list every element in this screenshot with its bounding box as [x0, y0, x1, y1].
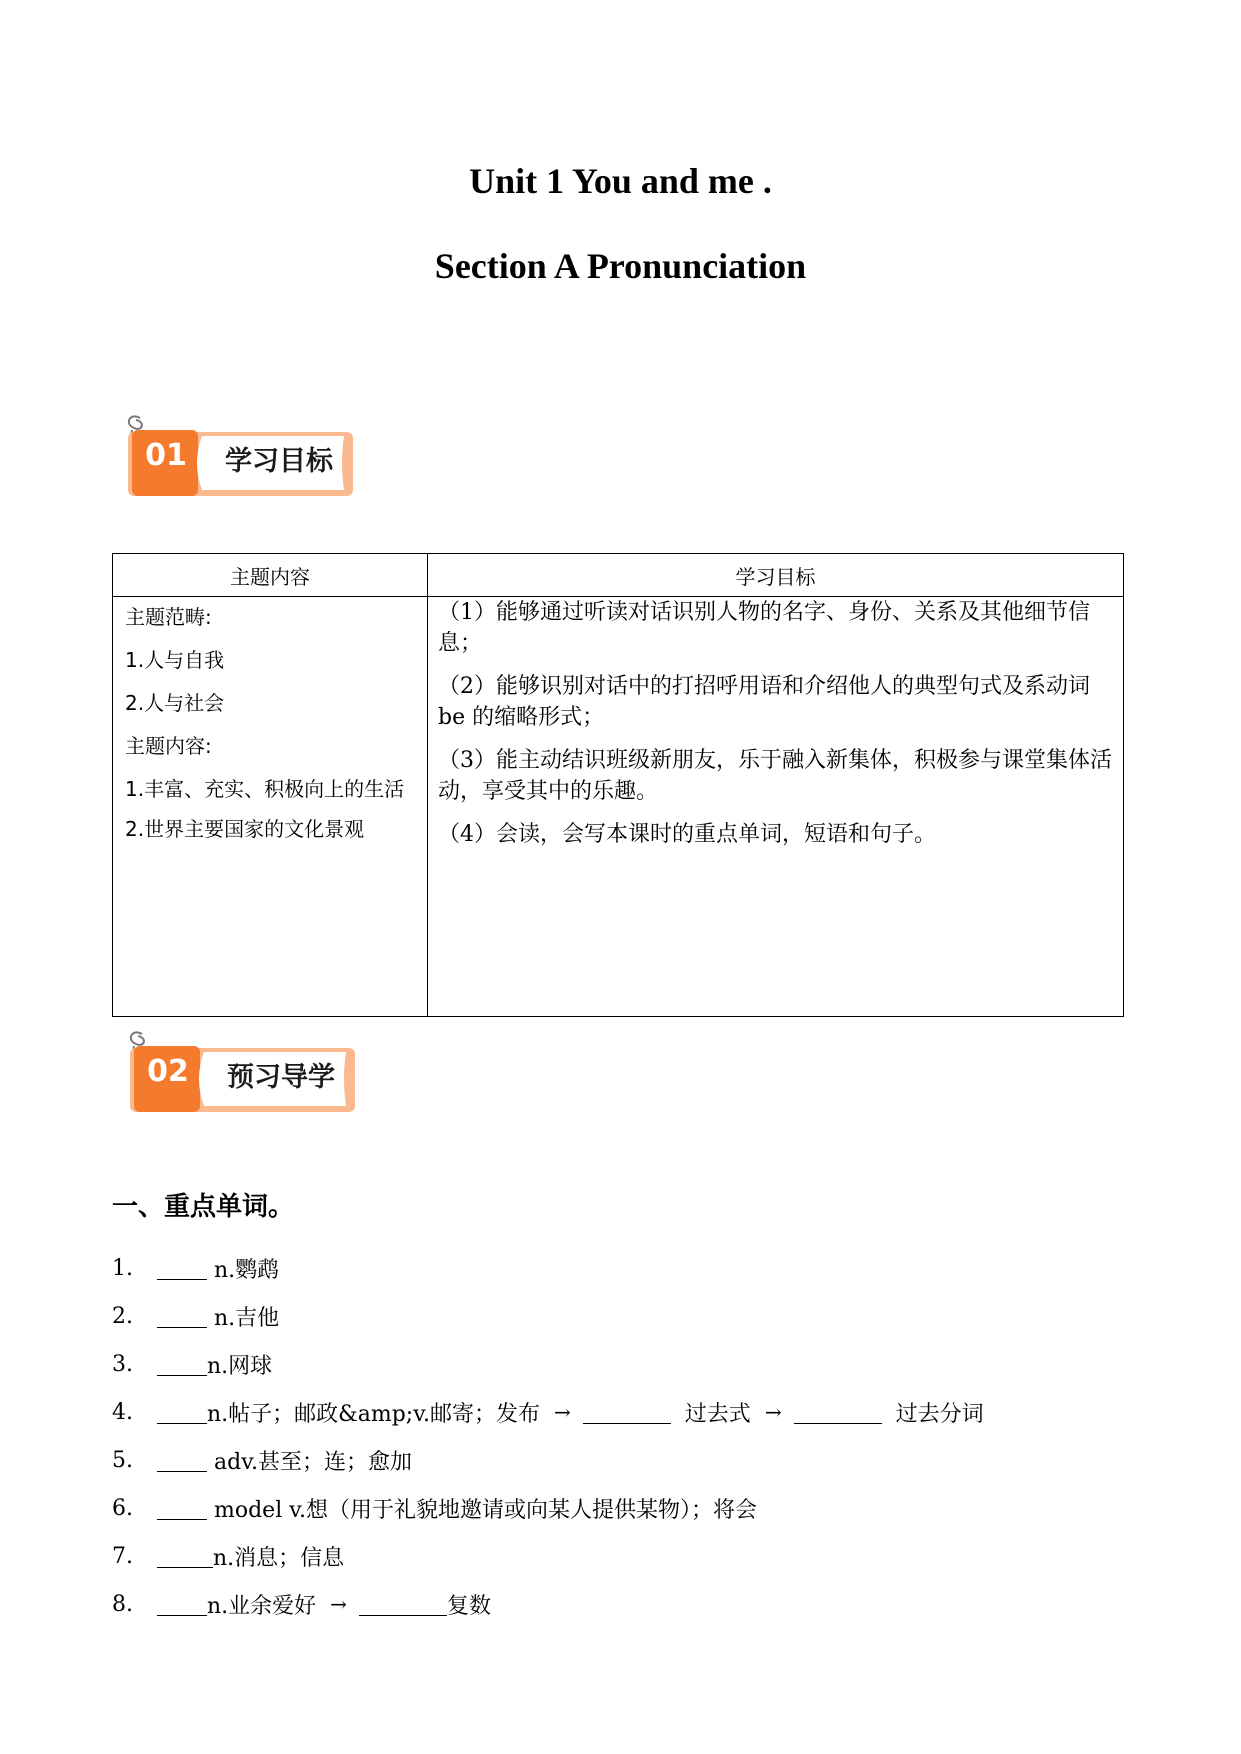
- vocab-list: [112, 1244, 1124, 1628]
- item-number: 7.: [112, 1543, 133, 1569]
- goal-item: （3）能主动结识班级新朋友，乐于融入新集体，积极参与课堂集体活动，享受其中的乐趣。: [438, 748, 1112, 804]
- badge-label: 预习导学: [227, 1062, 335, 1093]
- theme-line: 主题内容:: [125, 734, 212, 758]
- item-number: 1.: [112, 1255, 133, 1281]
- answer-blank[interactable]: [359, 1593, 447, 1616]
- item-definition: adv.甚至；连；愈加: [207, 1449, 413, 1475]
- answer-blank[interactable]: [157, 1497, 207, 1520]
- answer-blank[interactable]: [157, 1305, 207, 1328]
- goal-item: （2）能够识别对话中的打招呼用语和介绍他人的典型句式及系动词 be 的缩略形式；: [438, 674, 1090, 730]
- item-definition: model v.想（用于礼貌地邀请或向某人提供某物）；将会: [207, 1497, 758, 1523]
- item-number: 3.: [112, 1351, 133, 1377]
- arrow-right-icon: →: [330, 1592, 347, 1616]
- section-badge-01: [122, 410, 372, 500]
- answer-blank[interactable]: [583, 1401, 671, 1424]
- item-definition: n.网球: [207, 1353, 273, 1379]
- badge-number: 02: [147, 1054, 189, 1089]
- goals-cell: [428, 597, 1124, 1017]
- theme-line: 1.人与自我: [125, 648, 225, 672]
- item-number: 5.: [112, 1447, 133, 1473]
- section-title: Section A Pronunciation: [434, 246, 807, 286]
- item-definition: n.帖子；邮政&amp;v.邮寄；发布: [207, 1401, 541, 1427]
- badge-label: 学习目标: [225, 446, 333, 477]
- list-item: [112, 1292, 1124, 1340]
- vocab-heading: 一、重点单词。: [112, 1192, 295, 1222]
- list-item: [112, 1388, 1124, 1436]
- item-number: 4.: [112, 1399, 133, 1425]
- answer-blank[interactable]: [157, 1257, 207, 1280]
- list-item: [112, 1244, 1124, 1292]
- answer-blank[interactable]: [157, 1401, 207, 1424]
- list-item: [112, 1436, 1124, 1484]
- answer-blank[interactable]: [157, 1545, 213, 1568]
- answer-blank[interactable]: [794, 1401, 882, 1424]
- answer-blank[interactable]: [157, 1449, 207, 1472]
- goal-item: （4）会读，会写本课时的重点单词，短语和句子。: [438, 822, 936, 847]
- item-form-label: 过去式: [684, 1401, 751, 1427]
- page-title: Unit 1 You and me .: [469, 161, 772, 201]
- theme-cell: [113, 597, 428, 1017]
- arrow-right-icon: →: [764, 1400, 782, 1424]
- item-definition: n.消息；信息: [213, 1545, 345, 1571]
- learning-goals-table: [112, 553, 1124, 1017]
- item-number: 8.: [112, 1591, 133, 1617]
- list-item: [112, 1580, 1124, 1628]
- list-item: [112, 1484, 1124, 1532]
- theme-line: 2.世界主要国家的文化景观: [125, 817, 365, 841]
- answer-blank[interactable]: [157, 1593, 207, 1616]
- item-number: 2.: [112, 1303, 133, 1329]
- list-item: [112, 1340, 1124, 1388]
- answer-blank[interactable]: [157, 1353, 207, 1376]
- theme-line: 1.丰富、充实、积极向上的生活: [125, 777, 405, 801]
- item-form-label: 复数: [446, 1593, 491, 1619]
- item-form-label: 过去分词: [895, 1401, 984, 1427]
- item-number: 6.: [112, 1495, 133, 1521]
- section-badge-02: [112, 1022, 377, 1118]
- arrow-right-icon: →: [554, 1400, 571, 1424]
- badge-number: 01: [145, 438, 187, 473]
- table-header-theme: 主题内容: [113, 554, 428, 597]
- table-header-goals: 学习目标: [428, 554, 1124, 597]
- theme-line: 主题范畴:: [125, 605, 212, 629]
- theme-line: 2.人与社会: [125, 691, 225, 715]
- item-definition: n.业余爱好: [207, 1593, 317, 1619]
- list-item: [112, 1532, 1124, 1580]
- item-definition: n.鹦鹉: [207, 1257, 280, 1283]
- item-definition: n.吉他: [207, 1305, 280, 1331]
- goal-item: （1）能够通过听读对话识别人物的名字、身份、关系及其他细节信息；: [438, 600, 1090, 656]
